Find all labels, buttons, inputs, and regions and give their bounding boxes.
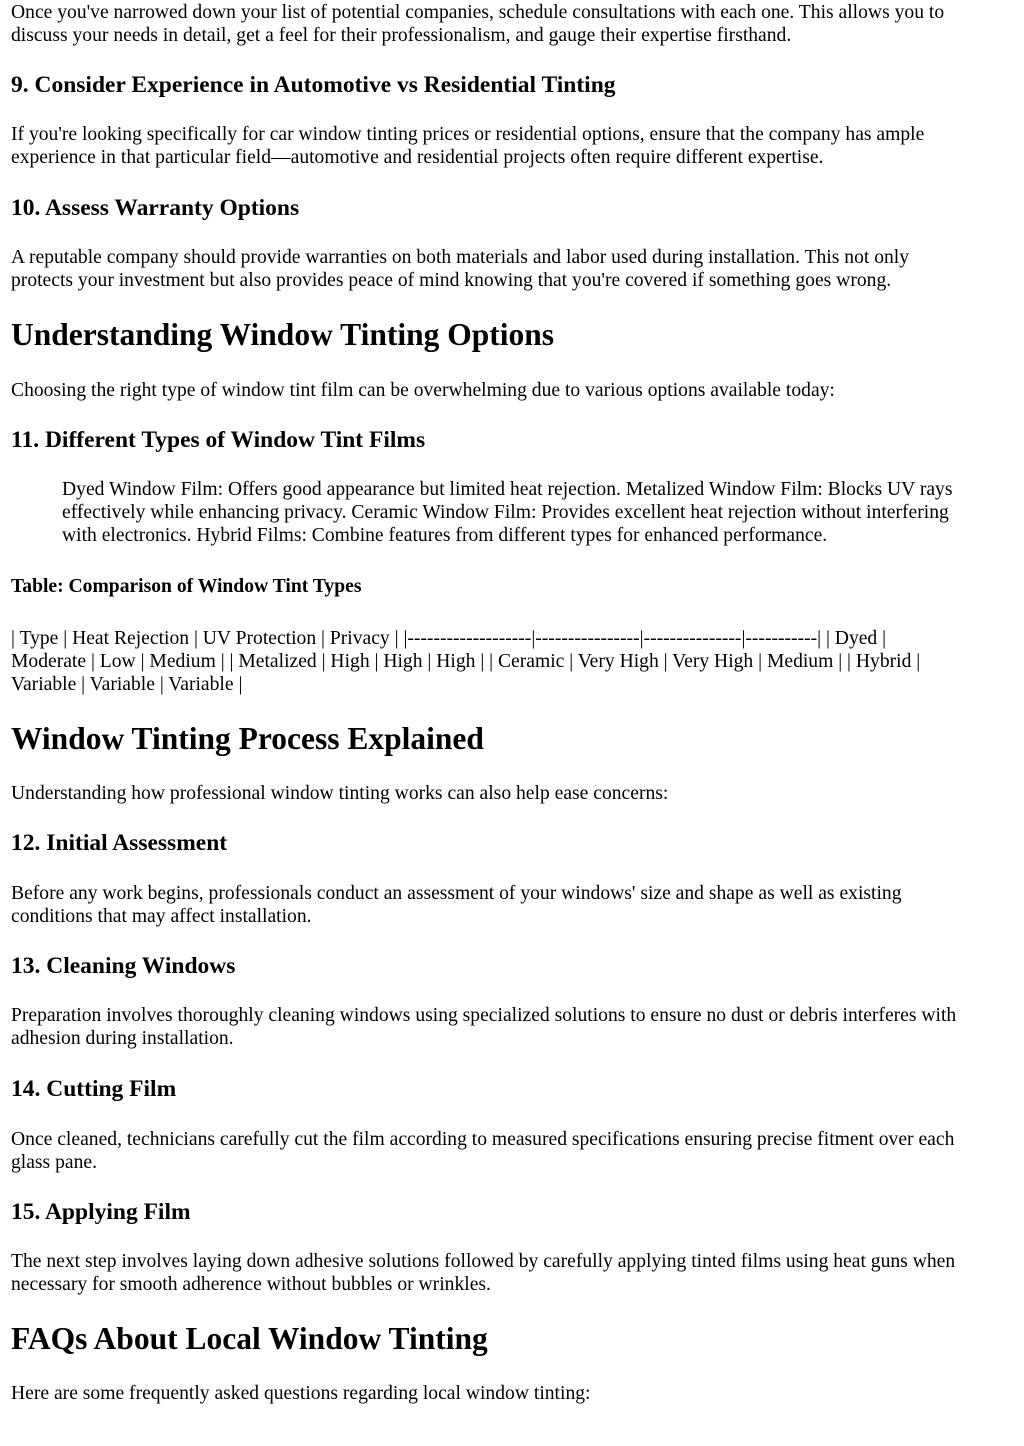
table-caption: Table: Comparison of Window Tint Types [11, 576, 362, 597]
section-13-heading: 13. Cleaning Windows [11, 953, 236, 979]
section-10-heading: 10. Assess Warranty Options [11, 195, 300, 221]
intro-paragraph-line-1: Once you've narrowed down your list of potential companies, schedule consultations with each one. This allows you to [11, 2, 945, 23]
section-12-paragraph-line-1: Before any work begins, professionals conduct an assessment of your windows' size and shape as well as existing [11, 883, 902, 904]
section-15-heading: 15. Applying Film [11, 1199, 191, 1225]
section-12-heading: 12. Initial Assessment [11, 830, 228, 856]
faqs-intro: Here are some frequently asked questions regarding local window tinting: [11, 1383, 591, 1404]
section-14-heading: 14. Cutting Film [11, 1076, 177, 1102]
section-15-paragraph-line-1: The next step involves laying down adhesive solutions followed by carefully applying tinted films using heat guns when [11, 1251, 956, 1272]
comparison-table-text-line-1: | Type | Heat Rejection | UV Protection | Privacy | |-------------------|----------------|---------------|-----------| | Dyed | [11, 628, 887, 649]
section-15-paragraph-line-2: necessary for smooth adherence without bubbles or wrinkles. [11, 1274, 491, 1295]
section-10-paragraph-line-2: protects your investment but also provides peace of mind knowing that you're covered if something goes wrong. [11, 270, 892, 291]
section-12-paragraph-line-2: conditions that may affect installation. [11, 906, 312, 927]
comparison-table-text-line-3: Variable | Variable | Variable | [11, 674, 243, 695]
section-11-heading: 11. Different Types of Window Tint Films [11, 427, 426, 453]
section-13-paragraph-line-2: adhesion during installation. [11, 1028, 234, 1049]
tint-types-blockquote-line-1: Dyed Window Film: Offers good appearance but limited heat rejection. Metalized Window Film: Blocks UV rays [62, 479, 953, 500]
understanding-options-heading: Understanding Window Tinting Options [11, 317, 555, 352]
section-10-paragraph-line-1: A reputable company should provide warranties on both materials and labor used during installation. This not only [11, 247, 910, 268]
tint-types-blockquote-line-2: effectively while enhancing privacy. Ceramic Window Film: Provides excellent heat rejection without interfering [62, 502, 949, 523]
section-9-paragraph-line-2: experience in that particular field—automotive and residential projects often require different expertise. [11, 147, 824, 168]
section-14-paragraph-line-1: Once cleaned, technicians carefully cut the film according to measured specifications ensuring precise fitment over each [11, 1129, 955, 1150]
section-9-paragraph-line-1: If you're looking specifically for car window tinting prices or residential options, ensure that the company has ample [11, 124, 925, 145]
section-13-paragraph-line-1: Preparation involves thoroughly cleaning windows using specialized solutions to ensure no dust or debris interferes with [11, 1005, 957, 1026]
intro-paragraph-line-2: discuss your needs in detail, get a feel for their professionalism, and gauge their expertise firsthand. [11, 25, 792, 46]
process-intro: Understanding how professional window tinting works can also help ease concerns: [11, 783, 669, 804]
understanding-options-intro: Choosing the right type of window tint film can be overwhelming due to various options available today: [11, 380, 835, 401]
faqs-heading: FAQs About Local Window Tinting [11, 1321, 488, 1356]
comparison-table-text-line-2: Moderate | Low | Medium | | Metalized | High | High | High | | Ceramic | Very High | Very High | Medium | | Hybrid | [11, 651, 921, 672]
process-heading: Window Tinting Process Explained [11, 721, 484, 756]
section-14-paragraph-line-2: glass pane. [11, 1152, 97, 1173]
tint-types-blockquote-line-3: with electronics. Hybrid Films: Combine features from different types for enhanced performance. [62, 525, 828, 546]
section-9-heading: 9. Consider Experience in Automotive vs Residential Tinting [11, 72, 616, 98]
